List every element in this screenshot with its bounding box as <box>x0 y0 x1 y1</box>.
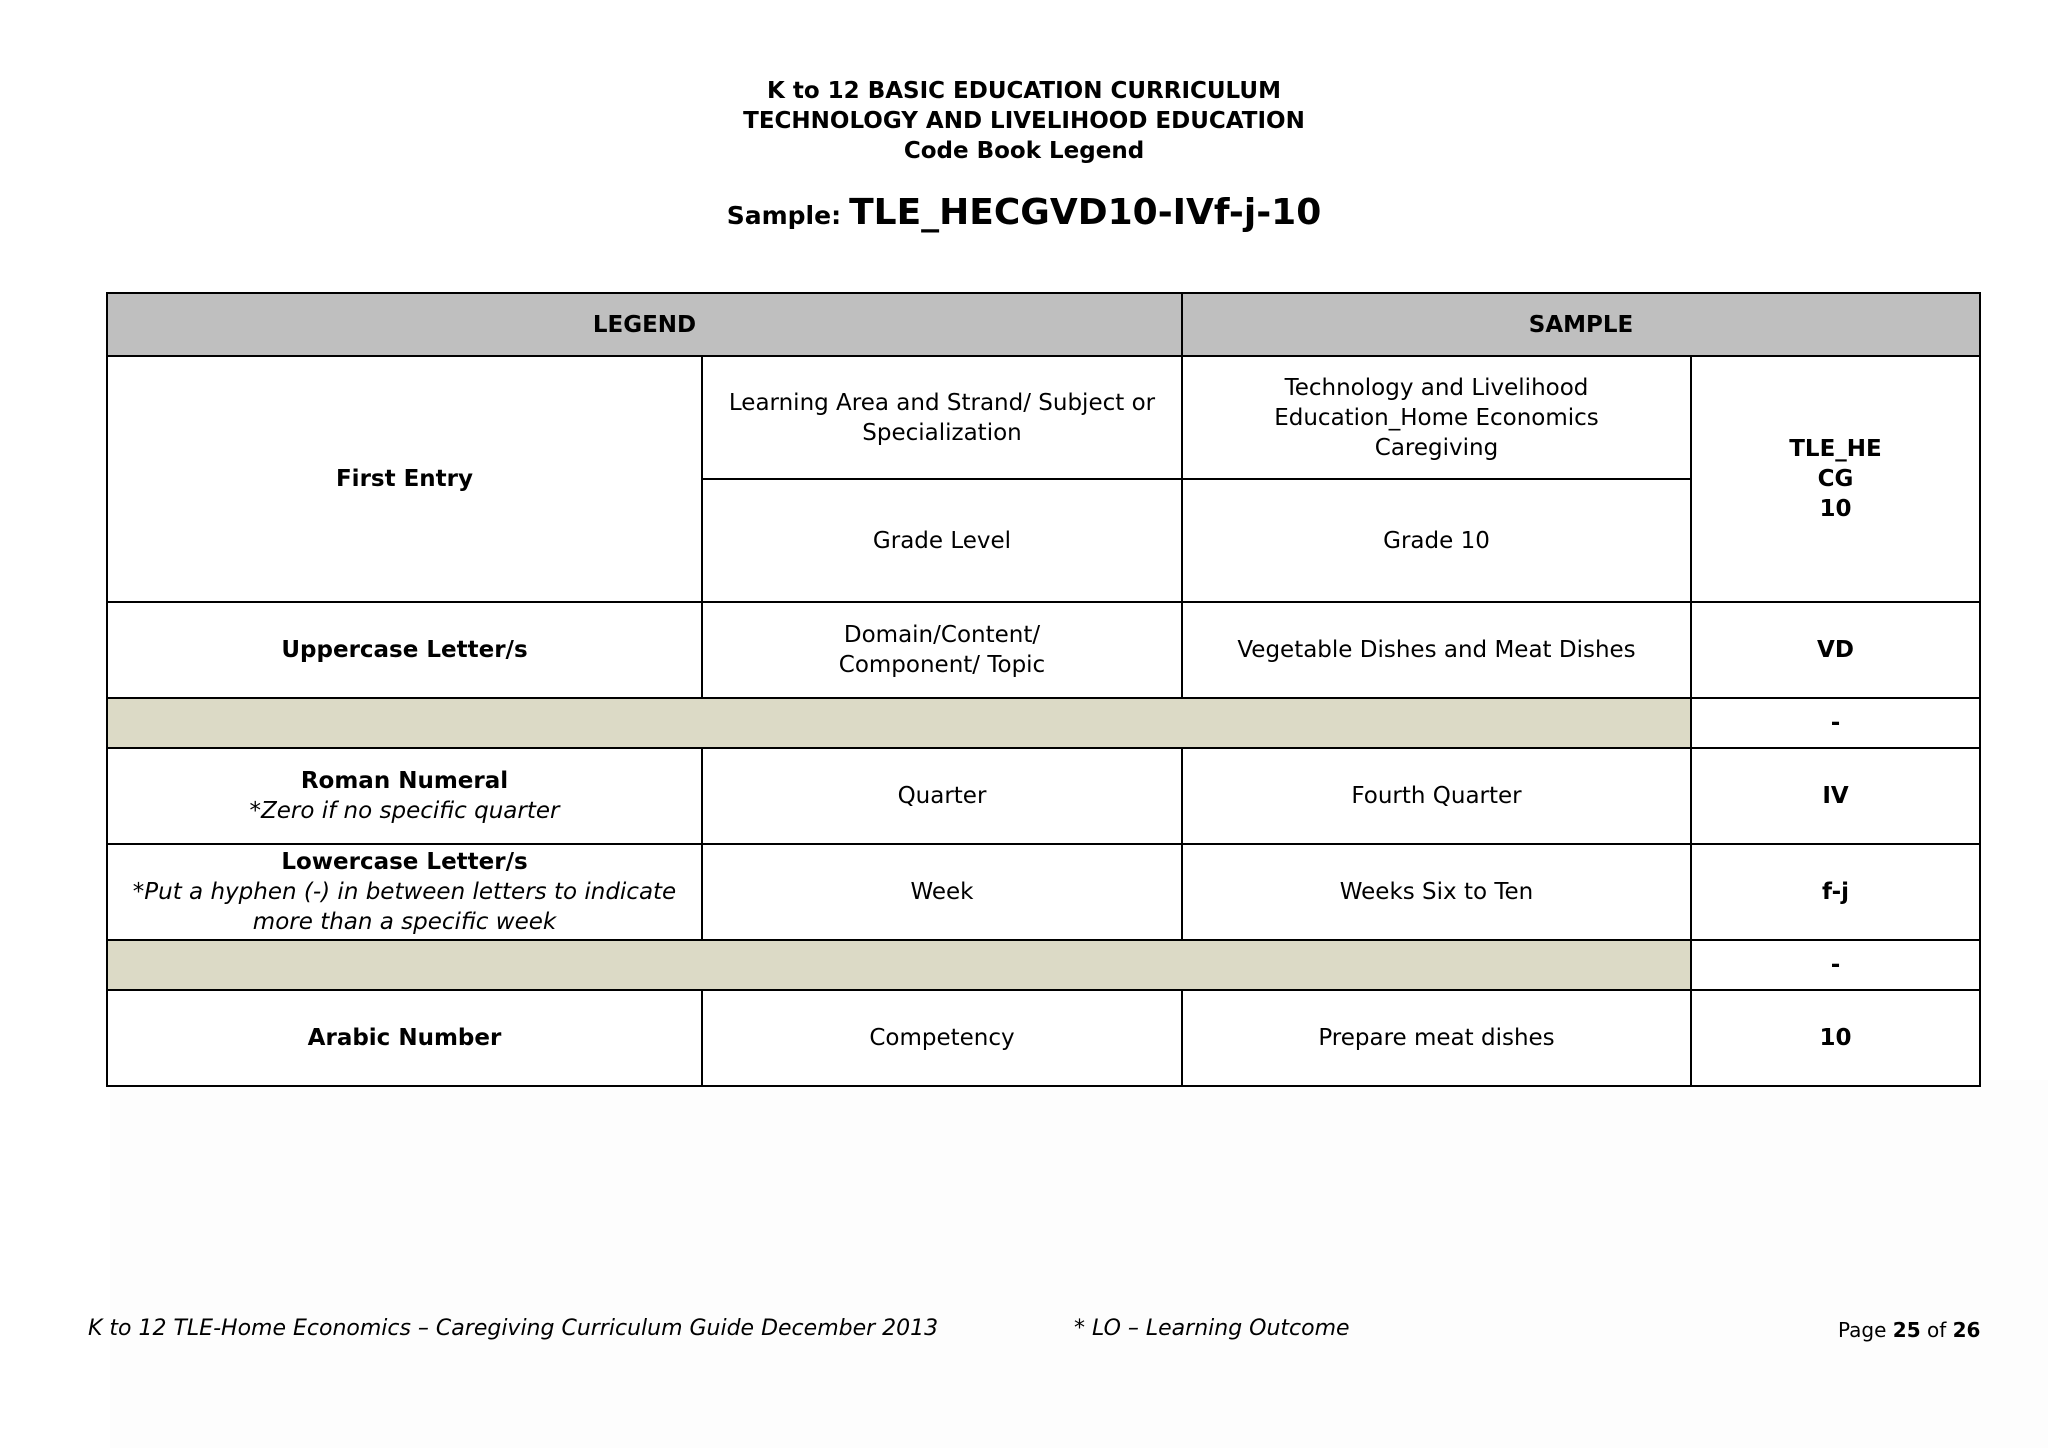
separator-hyphen: - <box>1691 698 1980 748</box>
quarter-code: IV <box>1691 748 1980 844</box>
table-row <box>107 990 1980 1086</box>
first-entry-code <box>1691 356 1980 602</box>
curriculum-title: K to 12 BASIC EDUCATION CURRICULUM <box>767 78 1281 104</box>
week-sample: Weeks Six to Ten <box>1182 844 1691 940</box>
table-row <box>107 748 1980 844</box>
quarter-sample: Fourth Quarter <box>1182 748 1691 844</box>
domain-desc <box>702 602 1182 698</box>
sample-code-line <box>0 192 2048 233</box>
quarter-desc: Quarter <box>702 748 1182 844</box>
page-word: Page <box>1838 1318 1887 1342</box>
page-number <box>1838 1318 1980 1342</box>
roman-numeral-cell <box>107 748 702 844</box>
grade-level-sample: Grade 10 <box>1182 479 1691 602</box>
document-header <box>0 76 2048 166</box>
of-word: of <box>1926 1318 1947 1342</box>
roman-numeral-note: *Zero if no specific quarter <box>249 798 560 824</box>
separator-filler <box>107 940 1691 990</box>
sample-code: TLE_HECGVD10-IVf-j-10 <box>849 192 1322 233</box>
table-row <box>107 844 1980 940</box>
competency-sample: Prepare meat dishes <box>1182 990 1691 1086</box>
first-entry-code-line3: 10 <box>1819 496 1852 522</box>
domain-sample: Vegetable Dishes and Meat Dishes <box>1182 602 1691 698</box>
grade-level-desc: Grade Level <box>702 479 1182 602</box>
separator-row <box>107 940 1980 990</box>
sample-column-header: SAMPLE <box>1182 293 1980 356</box>
roman-numeral-label: Roman Numeral <box>300 768 509 794</box>
learning-area-sample <box>1182 356 1691 479</box>
footer-guide-title: K to 12 TLE-Home Economics – Caregiving Curriculum Guide December 2013 <box>88 1316 939 1341</box>
domain-code: VD <box>1691 602 1980 698</box>
competency-code: 10 <box>1691 990 1980 1086</box>
sample-label: Sample: <box>726 201 842 230</box>
competency-desc: Competency <box>702 990 1182 1086</box>
lowercase-cell <box>107 844 702 940</box>
first-entry-code-line2: CG <box>1817 466 1854 492</box>
week-desc: Week <box>702 844 1182 940</box>
separator-row <box>107 698 1980 748</box>
table-row <box>107 602 1980 698</box>
domain-desc-line2: Component/ Topic <box>838 652 1046 678</box>
subject-title: TECHNOLOGY AND LIVELIHOOD EDUCATION <box>743 108 1305 134</box>
first-entry-code-line1: TLE_HE <box>1789 436 1882 462</box>
uppercase-label: Uppercase Letter/s <box>107 602 702 698</box>
learning-area-sample-line2: Caregiving <box>1374 434 1499 461</box>
week-code: f-j <box>1691 844 1980 940</box>
legend-title: Code Book Legend <box>903 138 1145 164</box>
arabic-number-label: Arabic Number <box>107 990 702 1086</box>
learning-area-desc: Learning Area and Strand/ Subject or Specialization <box>702 356 1182 479</box>
separator-hyphen: - <box>1691 940 1980 990</box>
table-header-row <box>107 293 1980 356</box>
page-background-shade <box>110 1080 2048 1448</box>
first-entry-label: First Entry <box>107 356 702 602</box>
code-legend-table <box>106 292 1981 1087</box>
separator-filler <box>107 698 1691 748</box>
lowercase-note: *Put a hyphen (-) in between letters to indicate more than a specific week <box>132 879 677 935</box>
legend-column-header: LEGEND <box>107 293 1182 356</box>
table-row <box>107 356 1980 479</box>
page-current: 25 <box>1892 1318 1921 1342</box>
learning-area-sample-line1: Technology and Livelihood Education_Home Economics <box>1274 374 1599 431</box>
footer-lo-note: * LO – Learning Outcome <box>1074 1316 1350 1341</box>
domain-desc-line1: Domain/Content/ <box>843 622 1041 648</box>
page-total: 26 <box>1952 1318 1981 1342</box>
lowercase-label: Lowercase Letter/s <box>281 849 528 875</box>
